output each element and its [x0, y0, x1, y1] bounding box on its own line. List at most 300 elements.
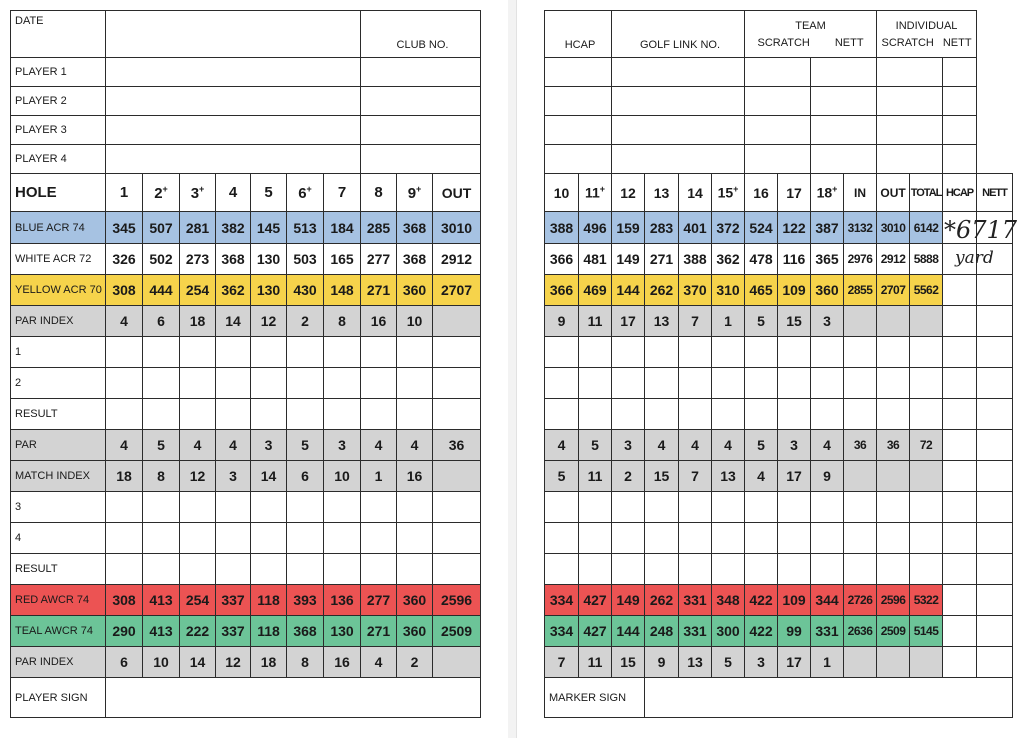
hole-value: 11: [579, 461, 612, 492]
marker-sign-field[interactable]: [645, 678, 1013, 718]
score-entry-cell[interactable]: [811, 399, 844, 430]
score-entry-cell[interactable]: [645, 399, 679, 430]
player-row: [11, 87, 481, 116]
par-row-total: 72: [910, 430, 943, 461]
hole-value: 15: [778, 306, 811, 337]
score-entry-cell[interactable]: [433, 368, 481, 399]
score-entry-cell[interactable]: [910, 523, 943, 554]
red-tee-row-total: 2596: [433, 585, 481, 616]
hole-number: 3+: [180, 174, 216, 212]
hole-value: 14: [251, 461, 287, 492]
out-label: OUT: [433, 174, 481, 212]
golf-link-field[interactable]: [612, 145, 745, 174]
score-entry-cell[interactable]: [745, 554, 778, 585]
score-entry-cell[interactable]: [844, 492, 877, 523]
hole-value: 331: [811, 616, 844, 647]
hole-number: 18+: [811, 174, 844, 212]
hole-value: 413: [143, 616, 180, 647]
score-entry-cell[interactable]: [811, 492, 844, 523]
match-index-row: [11, 461, 481, 492]
score-entry-cell[interactable]: [180, 523, 216, 554]
hole-value: 334: [545, 585, 579, 616]
hole-value: 277: [361, 585, 397, 616]
score-entry-cell[interactable]: [877, 337, 910, 368]
nett-entry-cell[interactable]: [977, 585, 1013, 616]
nett-entry-cell[interactable]: [977, 647, 1013, 678]
hole-value: 345: [106, 212, 143, 244]
score-entry-cell[interactable]: [679, 337, 712, 368]
score-entry-cell[interactable]: [877, 492, 910, 523]
yellow-tee-row-label: YELLOW ACR 70: [11, 275, 106, 306]
hole-value: 382: [216, 212, 251, 244]
hole-value: 15: [612, 647, 645, 678]
score-entry-cell[interactable]: [712, 368, 745, 399]
player-sign-row: [11, 678, 481, 718]
score-entry-cell[interactable]: [251, 492, 287, 523]
score-entry-cell[interactable]: [778, 492, 811, 523]
score-entry-cell[interactable]: [106, 368, 143, 399]
nett-entry-cell[interactable]: [977, 275, 1013, 306]
score-entry-cell[interactable]: [251, 554, 287, 585]
score-entry-cell[interactable]: [287, 523, 324, 554]
individual-header: [877, 11, 977, 58]
score-entry-cell[interactable]: [545, 523, 579, 554]
nett-entry-cell[interactable]: [977, 430, 1013, 461]
hole-value: 16: [361, 306, 397, 337]
score-entry-cell[interactable]: [545, 368, 579, 399]
total-label: TOTAL: [910, 174, 943, 212]
score-entry-cell[interactable]: [143, 492, 180, 523]
hole-value: 5: [545, 461, 579, 492]
hcap-label: HCAP: [545, 11, 612, 58]
score-entry-cell[interactable]: [977, 399, 1013, 430]
score-entry-cell[interactable]: [361, 523, 397, 554]
score-entry-cell[interactable]: [143, 523, 180, 554]
score-entry-cell[interactable]: [844, 399, 877, 430]
score-entry-cell[interactable]: [216, 337, 251, 368]
team-scratch-field[interactable]: [745, 87, 811, 116]
hole-value: 10: [397, 306, 433, 337]
hole-number: 7: [324, 174, 361, 212]
score-entry-cell[interactable]: [545, 337, 579, 368]
player-row: [11, 116, 481, 145]
score-entry-cell[interactable]: [877, 399, 910, 430]
individual-scratch-field[interactable]: [877, 58, 943, 87]
par-row-out: 36: [877, 430, 910, 461]
score-entry-cell[interactable]: [324, 554, 361, 585]
score-entry-cell[interactable]: [287, 399, 324, 430]
score-entry-cell[interactable]: [645, 368, 679, 399]
score-entry-cell[interactable]: [361, 368, 397, 399]
player-name-field[interactable]: [106, 87, 361, 116]
score-entry-cell[interactable]: [433, 399, 481, 430]
score-entry-cell[interactable]: [397, 554, 433, 585]
score-entry-cell[interactable]: [977, 492, 1013, 523]
hole-value: 118: [251, 585, 287, 616]
score-entry-cell[interactable]: [612, 523, 645, 554]
score-entry-cell[interactable]: [745, 368, 778, 399]
score-entry-cell[interactable]: [679, 492, 712, 523]
score-entry-cell[interactable]: [844, 554, 877, 585]
hole-value: 99: [778, 616, 811, 647]
score-entry-cell[interactable]: [679, 523, 712, 554]
score-entry-cell[interactable]: [612, 554, 645, 585]
team-nett-field[interactable]: [811, 116, 877, 145]
score-entry-cell[interactable]: [216, 492, 251, 523]
yellow-tee-row: [545, 275, 1013, 306]
score-entry-cell[interactable]: [579, 492, 612, 523]
empty-total-cell: [877, 306, 910, 337]
score-entry-cell[interactable]: [612, 337, 645, 368]
score-entry-cell[interactable]: [778, 554, 811, 585]
score-entry-cell[interactable]: [910, 554, 943, 585]
player-label: PLAYER 3: [11, 116, 106, 145]
score-row-2: [11, 368, 481, 399]
score-entry-cell[interactable]: [180, 554, 216, 585]
result-row: [545, 399, 1013, 430]
score-entry-cell[interactable]: [397, 399, 433, 430]
score-entry-cell[interactable]: [579, 554, 612, 585]
back-nine-table: [544, 10, 1013, 718]
score-entry-cell[interactable]: [324, 368, 361, 399]
hcap-entry-cell[interactable]: [943, 461, 977, 492]
score-entry-cell[interactable]: [844, 337, 877, 368]
hole-value: 8: [324, 306, 361, 337]
score-entry-cell[interactable]: [216, 554, 251, 585]
score-entry-cell[interactable]: [612, 368, 645, 399]
team-nett-field[interactable]: [811, 58, 877, 87]
score-entry-cell[interactable]: [324, 399, 361, 430]
score-entry-cell[interactable]: [910, 368, 943, 399]
page-fold: [508, 0, 516, 738]
hole-value: 11: [579, 647, 612, 678]
score-entry-cell[interactable]: [545, 554, 579, 585]
score-entry-cell[interactable]: [679, 368, 712, 399]
hole-value: 16: [324, 647, 361, 678]
score-entry-cell[interactable]: [251, 523, 287, 554]
score-entry-cell[interactable]: [287, 554, 324, 585]
hole-value: 362: [712, 244, 745, 275]
player-name-field[interactable]: [106, 58, 361, 87]
score-entry-cell[interactable]: [579, 368, 612, 399]
hole-number: 2+: [143, 174, 180, 212]
score-entry-cell[interactable]: [778, 523, 811, 554]
individual-nett-field[interactable]: [943, 116, 977, 145]
hole-value: 5: [745, 430, 778, 461]
hole-value: 2: [397, 647, 433, 678]
hole-value: 15: [645, 461, 679, 492]
plus-marker: +: [733, 184, 739, 195]
score-entry-cell[interactable]: [778, 337, 811, 368]
score-entry-cell[interactable]: [143, 368, 180, 399]
score-entry-cell[interactable]: [106, 399, 143, 430]
score-entry-cell[interactable]: [361, 337, 397, 368]
blue-tee-row: [545, 212, 1013, 244]
team-scratch-field[interactable]: [745, 116, 811, 145]
score-entry-cell[interactable]: [397, 492, 433, 523]
score-entry-cell[interactable]: [397, 523, 433, 554]
score-entry-cell[interactable]: [877, 368, 910, 399]
hcap-field[interactable]: [545, 116, 612, 145]
player-name-field[interactable]: [106, 116, 361, 145]
hole-value: 4: [745, 461, 778, 492]
hcap-entry-cell[interactable]: [943, 616, 977, 647]
player-sign-field[interactable]: [106, 678, 481, 718]
yellow-tee-row-in: 2855: [844, 275, 877, 306]
score-entry-cell[interactable]: [745, 337, 778, 368]
individual-nett-field[interactable]: [943, 87, 977, 116]
hole-value: 308: [106, 275, 143, 306]
hcap-entry-cell[interactable]: [943, 430, 977, 461]
empty-total-cell: [910, 306, 943, 337]
score-entry-cell[interactable]: [251, 368, 287, 399]
score-entry-cell[interactable]: [579, 523, 612, 554]
individual-nett-field[interactable]: [943, 145, 977, 174]
red-tee-row: [11, 585, 481, 616]
hole-number: 11+: [579, 174, 612, 212]
score-entry-cell[interactable]: [106, 492, 143, 523]
hole-number: 9+: [397, 174, 433, 212]
score-entry-cell[interactable]: [433, 337, 481, 368]
hole-value: 401: [679, 212, 712, 244]
score-entry-cell[interactable]: [397, 368, 433, 399]
score-entry-cell[interactable]: [679, 399, 712, 430]
score-entry-cell[interactable]: [612, 492, 645, 523]
score-entry-cell[interactable]: [943, 492, 977, 523]
par-index-row: [11, 306, 481, 337]
score-entry-cell[interactable]: [977, 368, 1013, 399]
team-scratch-field[interactable]: [745, 145, 811, 174]
score-entry-cell[interactable]: [397, 337, 433, 368]
individual-scratch-field[interactable]: [877, 116, 943, 145]
score-entry-cell[interactable]: [745, 399, 778, 430]
hole-value: 524: [745, 212, 778, 244]
score-entry-cell[interactable]: [811, 523, 844, 554]
nett-entry-cell[interactable]: [977, 461, 1013, 492]
hole-value: 4: [811, 430, 844, 461]
white-tee-row-total: 2912: [433, 244, 481, 275]
par-row-in: 36: [844, 430, 877, 461]
club-no-field[interactable]: [361, 116, 481, 145]
score-entry-cell[interactable]: [811, 368, 844, 399]
score-entry-cell[interactable]: [216, 368, 251, 399]
hole-value: 1: [811, 647, 844, 678]
score-entry-cell[interactable]: [579, 399, 612, 430]
hole-number: 1: [106, 174, 143, 212]
score-entry-cell[interactable]: [612, 399, 645, 430]
score-entry-cell[interactable]: [287, 368, 324, 399]
white-tee-row-label: WHITE ACR 72: [11, 244, 106, 275]
score-entry-cell[interactable]: [679, 554, 712, 585]
individual-nett-field[interactable]: [943, 58, 977, 87]
hole-value: 14: [180, 647, 216, 678]
score-entry-cell[interactable]: [324, 492, 361, 523]
hole-value: 368: [287, 616, 324, 647]
score-entry-cell[interactable]: [361, 492, 397, 523]
team-nett-field[interactable]: [811, 145, 877, 174]
score-entry-cell[interactable]: [106, 337, 143, 368]
team-nett-field[interactable]: [811, 87, 877, 116]
hole-value: 3: [251, 430, 287, 461]
hcap-entry-cell[interactable]: [943, 647, 977, 678]
hcap-field[interactable]: [545, 145, 612, 174]
hole-value: 413: [143, 585, 180, 616]
club-no-field[interactable]: [361, 58, 481, 87]
hole-value: 337: [216, 616, 251, 647]
score-row-4-label: 4: [11, 523, 106, 554]
player-label: PLAYER 2: [11, 87, 106, 116]
hole-value: 368: [397, 212, 433, 244]
score-entry-cell[interactable]: [844, 523, 877, 554]
score-entry-cell[interactable]: [143, 399, 180, 430]
hole-value: 13: [712, 461, 745, 492]
result-row-2: [11, 554, 481, 585]
score-entry-cell[interactable]: [910, 337, 943, 368]
score-entry-cell[interactable]: [910, 399, 943, 430]
golf-link-field[interactable]: [612, 116, 745, 145]
hole-number: 12: [612, 174, 645, 212]
nett-entry-cell[interactable]: [977, 306, 1013, 337]
hole-header-row: [11, 174, 481, 212]
hole-value: 308: [106, 585, 143, 616]
score-entry-cell[interactable]: [811, 554, 844, 585]
score-entry-cell[interactable]: [645, 523, 679, 554]
score-entry-cell[interactable]: [106, 554, 143, 585]
score-entry-cell[interactable]: [287, 337, 324, 368]
score-entry-cell[interactable]: [811, 337, 844, 368]
red-tee-row-total: 5322: [910, 585, 943, 616]
score-entry-cell[interactable]: [645, 492, 679, 523]
score-entry-cell[interactable]: [433, 492, 481, 523]
hole-value: 13: [645, 306, 679, 337]
score-entry-cell[interactable]: [712, 399, 745, 430]
score-entry-cell[interactable]: [943, 399, 977, 430]
hole-value: 222: [180, 616, 216, 647]
hole-value: 348: [712, 585, 745, 616]
score-entry-cell[interactable]: [977, 554, 1013, 585]
result-row-2-label: RESULT: [11, 554, 106, 585]
score-entry-cell[interactable]: [745, 523, 778, 554]
score-entry-cell[interactable]: [324, 523, 361, 554]
individual-scratch-field[interactable]: [877, 87, 943, 116]
yellow-tee-row-total: 2707: [433, 275, 481, 306]
score-entry-cell[interactable]: [645, 337, 679, 368]
score-entry-cell[interactable]: [251, 337, 287, 368]
score-entry-cell[interactable]: [545, 492, 579, 523]
score-entry-cell[interactable]: [712, 554, 745, 585]
score-entry-cell[interactable]: [106, 523, 143, 554]
hole-number: 6+: [287, 174, 324, 212]
hole-value: 184: [324, 212, 361, 244]
score-entry-cell[interactable]: [745, 492, 778, 523]
teal-tee-row-label: TEAL AWCR 74: [11, 616, 106, 647]
score-entry-cell[interactable]: [645, 554, 679, 585]
hole-value: 6: [287, 461, 324, 492]
score-entry-cell[interactable]: [712, 523, 745, 554]
score-entry-cell[interactable]: [433, 554, 481, 585]
score-entry-cell[interactable]: [216, 399, 251, 430]
hole-value: 3: [324, 430, 361, 461]
score-entry-cell[interactable]: [844, 368, 877, 399]
individual-scratch-field[interactable]: [877, 145, 943, 174]
score-entry-cell[interactable]: [877, 554, 910, 585]
score-entry-cell[interactable]: [180, 492, 216, 523]
score-entry-cell[interactable]: [216, 523, 251, 554]
score-entry-cell[interactable]: [143, 554, 180, 585]
score-entry-cell[interactable]: [180, 399, 216, 430]
hole-value: 360: [397, 616, 433, 647]
score-entry-cell[interactable]: [361, 399, 397, 430]
date-field[interactable]: [106, 11, 361, 58]
nett-entry-cell[interactable]: [977, 616, 1013, 647]
club-no-label: CLUB NO.: [361, 11, 481, 58]
team-scratch-field[interactable]: [745, 58, 811, 87]
hcap-field[interactable]: [545, 87, 612, 116]
golf-link-label: GOLF LINK NO.: [612, 11, 745, 58]
club-no-field[interactable]: [361, 87, 481, 116]
hole-value: 144: [612, 616, 645, 647]
score-entry-cell[interactable]: [712, 492, 745, 523]
score-entry-cell[interactable]: [712, 337, 745, 368]
score-entry-cell[interactable]: [943, 337, 977, 368]
score-entry-cell[interactable]: [180, 337, 216, 368]
score-entry-cell[interactable]: [143, 337, 180, 368]
score-entry-cell[interactable]: [287, 492, 324, 523]
empty-total-cell: [844, 461, 877, 492]
score-entry-cell[interactable]: [943, 368, 977, 399]
golf-link-field[interactable]: [612, 87, 745, 116]
hcap-field[interactable]: [545, 58, 612, 87]
hole-value: 5: [712, 647, 745, 678]
result-row-label: RESULT: [11, 399, 106, 430]
hcap-entry-cell[interactable]: [943, 275, 977, 306]
score-entry-cell[interactable]: [545, 399, 579, 430]
hole-value: 165: [324, 244, 361, 275]
score-entry-cell[interactable]: [977, 337, 1013, 368]
club-no-field[interactable]: [361, 145, 481, 174]
score-entry-cell[interactable]: [977, 523, 1013, 554]
result-row: [11, 399, 481, 430]
player-name-field[interactable]: [106, 145, 361, 174]
hole-value: 254: [180, 275, 216, 306]
score-entry-cell[interactable]: [943, 523, 977, 554]
score-entry-cell[interactable]: [324, 337, 361, 368]
hole-value: 3: [612, 430, 645, 461]
hole-value: 4: [361, 647, 397, 678]
score-entry-cell[interactable]: [361, 554, 397, 585]
score-entry-cell[interactable]: [579, 337, 612, 368]
score-entry-cell[interactable]: [778, 368, 811, 399]
hole-value: 109: [778, 275, 811, 306]
hcap-entry-cell[interactable]: [943, 306, 977, 337]
score-entry-cell[interactable]: [943, 554, 977, 585]
blue-tee-row-total: 6142: [910, 212, 943, 244]
hole-value: 16: [397, 461, 433, 492]
hole-value: 277: [361, 244, 397, 275]
out-label: OUT: [877, 174, 910, 212]
hole-value: 366: [545, 244, 579, 275]
score-entry-cell[interactable]: [877, 523, 910, 554]
score-entry-cell[interactable]: [433, 523, 481, 554]
score-entry-cell[interactable]: [180, 368, 216, 399]
hole-value: 4: [106, 306, 143, 337]
golf-link-field[interactable]: [612, 58, 745, 87]
score-entry-cell[interactable]: [251, 399, 287, 430]
hcap-entry-cell[interactable]: [943, 585, 977, 616]
score-entry-cell[interactable]: [778, 399, 811, 430]
score-entry-cell[interactable]: [910, 492, 943, 523]
hole-value: 388: [679, 244, 712, 275]
